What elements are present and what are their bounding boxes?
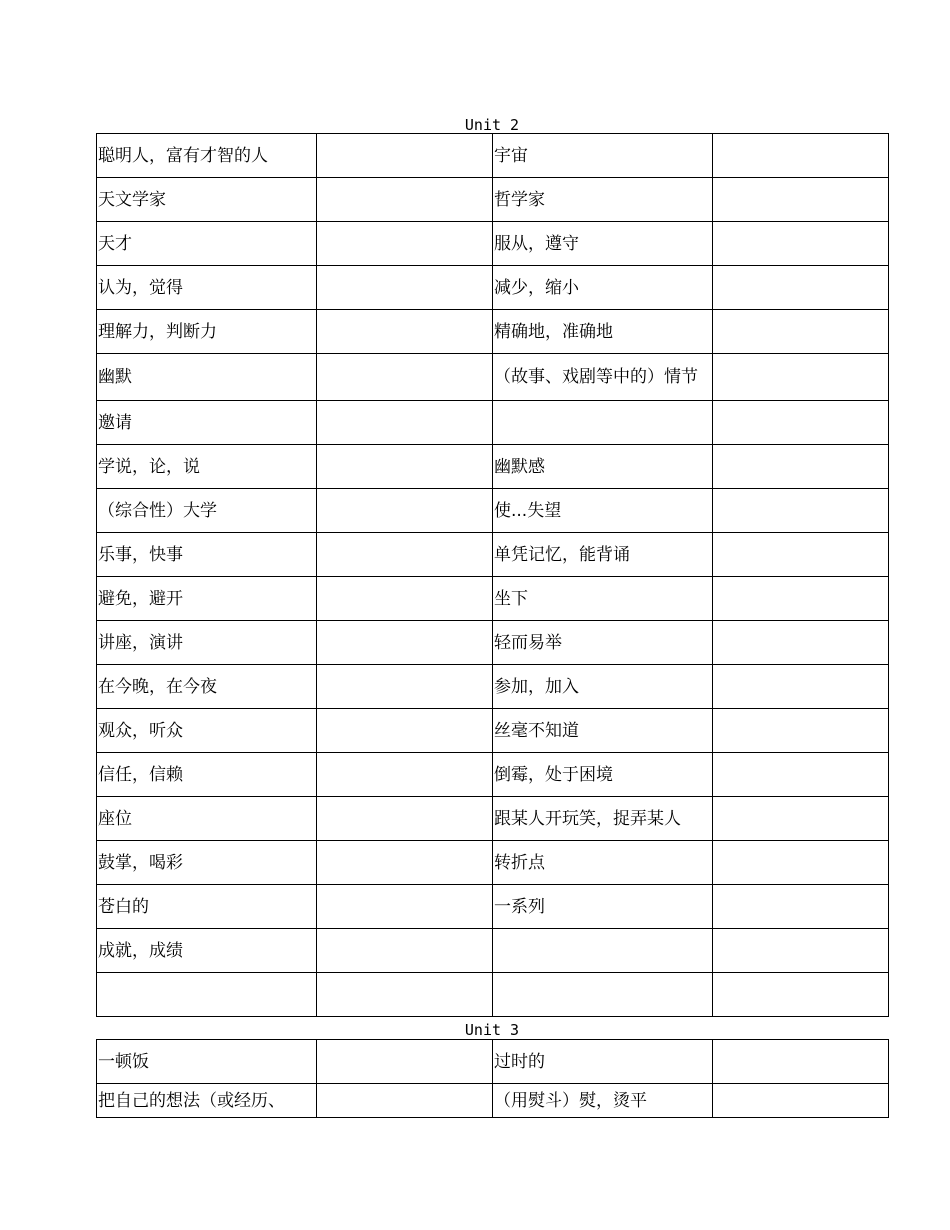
answer-cell[interactable] [713, 841, 889, 885]
answer-cell[interactable] [317, 354, 493, 401]
chinese-term: 一顿饭 [97, 1040, 317, 1084]
answer-cell[interactable] [713, 1040, 889, 1084]
table-row [97, 134, 889, 178]
chinese-term: 单凭记忆，能背诵 [493, 533, 713, 577]
chinese-term: 幽默感 [493, 445, 713, 489]
answer-cell[interactable] [317, 401, 493, 445]
table-row [97, 973, 889, 1017]
table-row [97, 577, 889, 621]
chinese-term: 把自己的想法（或经历、 [97, 1084, 317, 1118]
answer-cell[interactable] [317, 885, 493, 929]
table-row [97, 178, 889, 222]
answer-cell[interactable] [713, 973, 889, 1017]
table-row [97, 797, 889, 841]
chinese-term: 幽默 [97, 354, 317, 401]
chinese-term [493, 973, 713, 1017]
chinese-term [493, 929, 713, 973]
answer-cell[interactable] [317, 929, 493, 973]
chinese-term: 使...失望 [493, 489, 713, 533]
chinese-term: 鼓掌，喝彩 [97, 841, 317, 885]
chinese-term: 天文学家 [97, 178, 317, 222]
answer-cell[interactable] [317, 665, 493, 709]
table-row [97, 222, 889, 266]
chinese-term: 精确地，准确地 [493, 310, 713, 354]
table-row [97, 1040, 889, 1084]
answer-cell[interactable] [317, 489, 493, 533]
answer-cell[interactable] [713, 310, 889, 354]
chinese-term: 天才 [97, 222, 317, 266]
answer-cell[interactable] [713, 134, 889, 178]
table-row [97, 1084, 889, 1118]
answer-cell[interactable] [317, 621, 493, 665]
chinese-term: 认为，觉得 [97, 266, 317, 310]
chinese-term: 座位 [97, 797, 317, 841]
answer-cell[interactable] [317, 178, 493, 222]
unit2-title: Unit 2 [464, 116, 520, 134]
chinese-term: 苍白的 [97, 885, 317, 929]
table-row [97, 266, 889, 310]
answer-cell[interactable] [317, 222, 493, 266]
chinese-term: 坐下 [493, 577, 713, 621]
unit3-title: Unit 3 [464, 1021, 520, 1039]
answer-cell[interactable] [713, 445, 889, 489]
answer-cell[interactable] [713, 577, 889, 621]
table-row [97, 929, 889, 973]
answer-cell[interactable] [713, 222, 889, 266]
chinese-term: 丝毫不知道 [493, 709, 713, 753]
chinese-term: 观众，听众 [97, 709, 317, 753]
answer-cell[interactable] [713, 665, 889, 709]
chinese-term: 跟某人开玩笑，捉弄某人 [493, 797, 713, 841]
table-row [97, 533, 889, 577]
answer-cell[interactable] [317, 445, 493, 489]
chinese-term: （综合性）大学 [97, 489, 317, 533]
table-row [97, 445, 889, 489]
answer-cell[interactable] [317, 1040, 493, 1084]
table-row [97, 753, 889, 797]
answer-cell[interactable] [713, 885, 889, 929]
table-row [97, 401, 889, 445]
answer-cell[interactable] [713, 266, 889, 310]
chinese-term [97, 973, 317, 1017]
answer-cell[interactable] [317, 533, 493, 577]
answer-cell[interactable] [317, 797, 493, 841]
chinese-term: 邀请 [97, 401, 317, 445]
chinese-term: 哲学家 [493, 178, 713, 222]
answer-cell[interactable] [713, 1084, 889, 1118]
chinese-term: 宇宙 [493, 134, 713, 178]
answer-cell[interactable] [317, 1084, 493, 1118]
chinese-term [493, 401, 713, 445]
answer-cell[interactable] [713, 354, 889, 401]
chinese-term: （用熨斗）熨，烫平 [493, 1084, 713, 1118]
unit2-vocab-table [96, 133, 889, 1017]
answer-cell[interactable] [713, 753, 889, 797]
chinese-term: 讲座，演讲 [97, 621, 317, 665]
answer-cell[interactable] [317, 753, 493, 797]
chinese-term: 学说，论，说 [97, 445, 317, 489]
chinese-term: 在今晚，在今夜 [97, 665, 317, 709]
answer-cell[interactable] [713, 929, 889, 973]
chinese-term: 减少，缩小 [493, 266, 713, 310]
answer-cell[interactable] [317, 841, 493, 885]
chinese-term: 成就，成绩 [97, 929, 317, 973]
answer-cell[interactable] [317, 577, 493, 621]
table-row [97, 885, 889, 929]
answer-cell[interactable] [317, 134, 493, 178]
answer-cell[interactable] [713, 178, 889, 222]
answer-cell[interactable] [713, 621, 889, 665]
chinese-term: 过时的 [493, 1040, 713, 1084]
chinese-term: 聪明人，富有才智的人 [97, 134, 317, 178]
chinese-term: 轻而易举 [493, 621, 713, 665]
chinese-term: 避免，避开 [97, 577, 317, 621]
table-row [97, 489, 889, 533]
answer-cell[interactable] [713, 401, 889, 445]
chinese-term: （故事、戏剧等中的）情节 [493, 354, 713, 401]
chinese-term: 参加，加入 [493, 665, 713, 709]
chinese-term: 理解力，判断力 [97, 310, 317, 354]
table-row [97, 354, 889, 401]
chinese-term: 倒霉，处于困境 [493, 753, 713, 797]
chinese-term: 一系列 [493, 885, 713, 929]
chinese-term: 信任，信赖 [97, 753, 317, 797]
answer-cell[interactable] [713, 797, 889, 841]
answer-cell[interactable] [317, 266, 493, 310]
chinese-term: 服从，遵守 [493, 222, 713, 266]
table-row [97, 665, 889, 709]
answer-cell[interactable] [713, 709, 889, 753]
answer-cell[interactable] [713, 489, 889, 533]
answer-cell[interactable] [713, 533, 889, 577]
table-row [97, 709, 889, 753]
table-row [97, 310, 889, 354]
table-row [97, 621, 889, 665]
unit3-vocab-table [96, 1039, 889, 1118]
answer-cell[interactable] [317, 709, 493, 753]
answer-cell[interactable] [317, 310, 493, 354]
chinese-term: 转折点 [493, 841, 713, 885]
chinese-term: 乐事，快事 [97, 533, 317, 577]
table-row [97, 841, 889, 885]
answer-cell[interactable] [317, 973, 493, 1017]
